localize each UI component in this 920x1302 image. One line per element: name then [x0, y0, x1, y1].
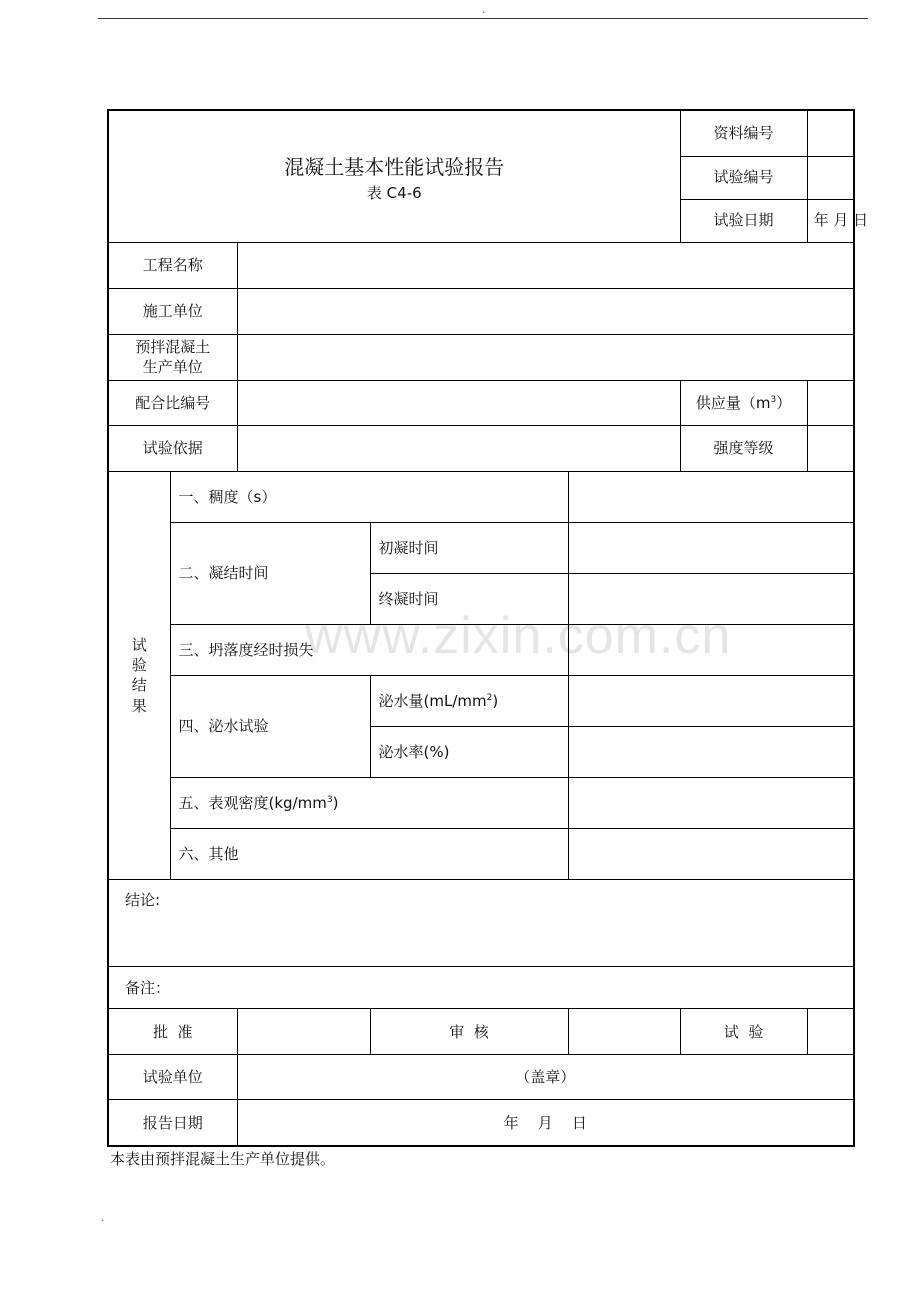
bleeding-rate-label: 泌水率(%) [370, 726, 568, 777]
apparent-density-sup: 3 [326, 794, 333, 805]
slump-loss-field[interactable] [568, 624, 854, 675]
remarks-field[interactable] [108, 967, 854, 1009]
results-char-2: 验 [131, 656, 147, 675]
title-cell [108, 110, 680, 242]
test-unit-seal-field[interactable]: （盖章） [237, 1055, 854, 1100]
bleeding-rate-field[interactable] [568, 726, 854, 777]
test-no-label: 试验编号 [680, 156, 807, 199]
premix-unit-label-line1: 预拌混凝土 [135, 337, 211, 356]
report-date-label: 报告日期 [108, 1100, 237, 1146]
consistency-label: 一、稠度（s） [170, 471, 568, 522]
slump-loss-label: 三、坍落度经时损失 [170, 624, 568, 675]
test-basis-field[interactable] [237, 425, 680, 471]
header-rule [98, 18, 868, 19]
premix-unit-label [108, 334, 237, 380]
doc-no-field[interactable] [807, 110, 854, 156]
test-field[interactable] [807, 1009, 854, 1055]
project-name-label: 工程名称 [108, 242, 237, 288]
approve-label: 批 准 [108, 1009, 237, 1055]
results-char-3: 结 [131, 676, 147, 695]
consistency-field[interactable] [568, 471, 854, 522]
report-date-field[interactable]: 年 月 日 [237, 1100, 854, 1146]
other-label: 六、其他 [170, 829, 568, 880]
supply-qty-end: ） [776, 393, 792, 412]
remarks-label: 备注： [125, 978, 171, 997]
form-code: 表 C4-6 [366, 183, 422, 202]
bleeding-qty-label [370, 675, 568, 726]
test-unit-label: 试验单位 [108, 1055, 237, 1100]
watermark: www.zixin.com.cn [305, 607, 732, 665]
page-dot-top: . [482, 5, 486, 16]
review-label: 审 核 [370, 1009, 568, 1055]
apparent-density-text: 五、表观密度(kg/mm [178, 793, 327, 812]
conclusion-field[interactable] [108, 880, 854, 967]
mix-ratio-no-field[interactable] [237, 380, 680, 425]
apparent-density-field[interactable] [568, 778, 854, 829]
initial-set-field[interactable] [568, 522, 854, 573]
apparent-density-label [170, 778, 568, 829]
other-field[interactable] [568, 829, 854, 880]
final-set-field[interactable] [568, 573, 854, 624]
review-field[interactable] [568, 1009, 680, 1055]
supply-qty-field[interactable] [807, 380, 854, 425]
test-label: 试 验 [680, 1009, 807, 1055]
footnote: 本表由预拌混凝土生产单位提供。 [110, 1150, 336, 1168]
test-date-label: 试验日期 [680, 199, 807, 242]
project-name-field[interactable] [237, 242, 854, 288]
bleeding-qty-end: ) [492, 691, 499, 710]
bleeding-test-label: 四、泌水试验 [170, 675, 370, 777]
strength-grade-field[interactable] [807, 425, 854, 471]
premix-unit-field[interactable] [237, 334, 854, 380]
page-dot-bottom: . [101, 1213, 105, 1224]
initial-set-label: 初凝时间 [370, 522, 568, 573]
bleeding-qty-field[interactable] [568, 675, 854, 726]
supply-qty-label [680, 380, 807, 425]
bleeding-qty-text: 泌水量(mL/mm [378, 691, 487, 710]
conclusion-label: 结论: [125, 891, 161, 910]
test-date-field[interactable]: 年 月 日 [807, 199, 854, 242]
approve-field[interactable] [237, 1009, 370, 1055]
strength-grade-label: 强度等级 [680, 425, 807, 471]
results-char-4: 果 [131, 696, 147, 715]
supply-qty-sup: 3 [770, 394, 777, 405]
mix-ratio-no-label: 配合比编号 [108, 380, 237, 425]
test-no-field[interactable] [807, 156, 854, 199]
final-set-label: 终凝时间 [370, 573, 568, 624]
premix-unit-label-line2: 生产单位 [142, 358, 203, 377]
test-results-group-label [108, 471, 170, 879]
test-basis-label: 试验依据 [108, 425, 237, 471]
results-char-1: 试 [131, 635, 147, 654]
setting-time-label: 二、凝结时间 [170, 522, 370, 624]
page-title: 混凝土基本性能试验报告 [284, 154, 505, 179]
construction-unit-label: 施工单位 [108, 288, 237, 334]
supply-qty-text: 供应量（m [695, 393, 771, 412]
test-report-form [107, 109, 869, 1147]
construction-unit-field[interactable] [237, 288, 854, 334]
bleeding-qty-sup: 2 [486, 692, 493, 703]
apparent-density-end: ) [332, 793, 339, 812]
doc-no-label: 资料编号 [680, 110, 807, 156]
